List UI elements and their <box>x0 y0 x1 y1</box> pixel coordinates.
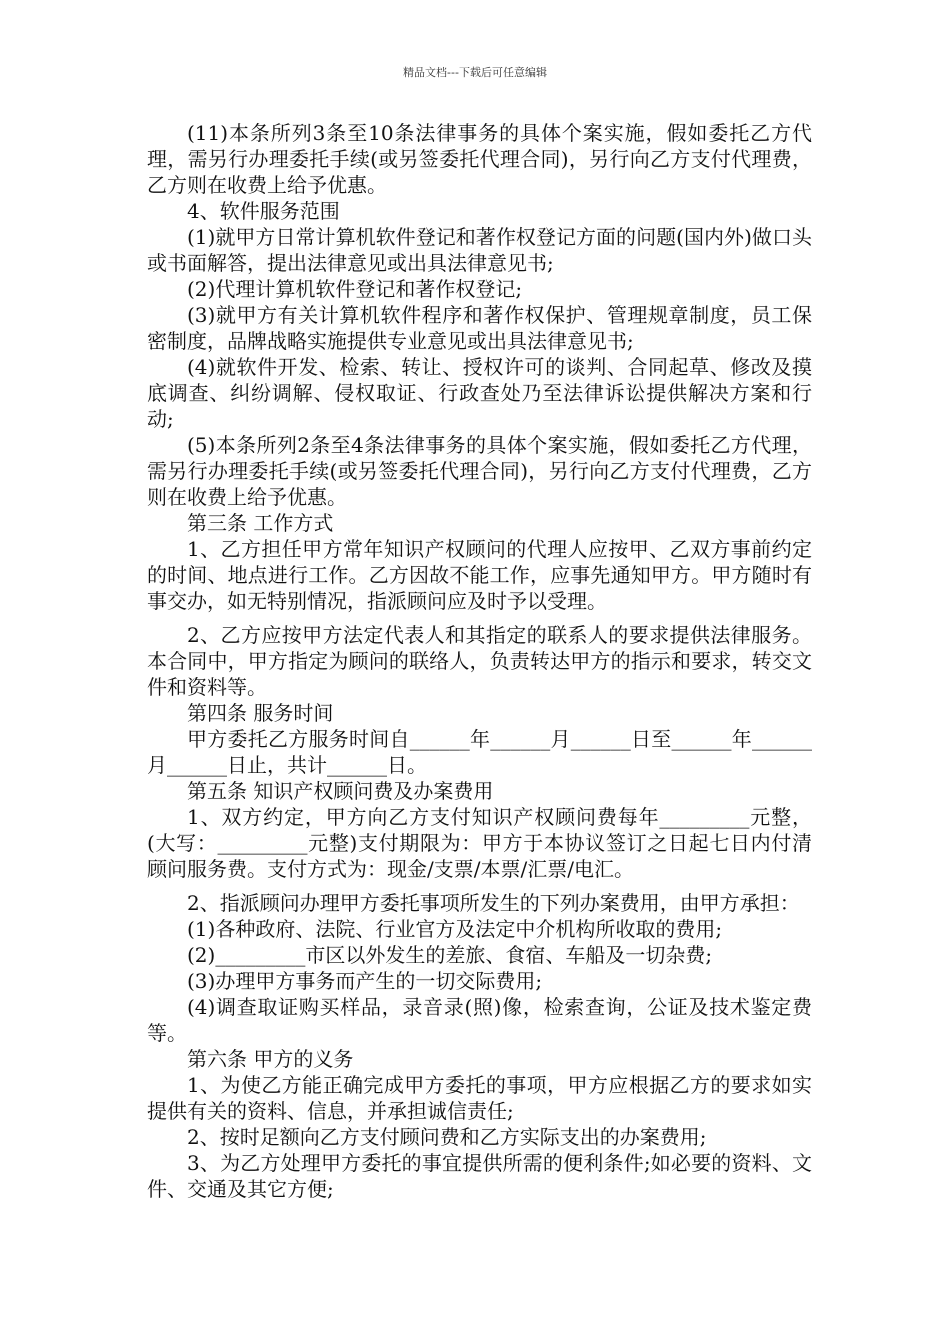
paragraph: 1、乙方担任甲方常年知识产权顾问的代理人应按甲、乙双方事前约定的时间、地点进行工作。乙方因故不能工作，应事先通知甲方。甲方随时有事交办，如无特别情况，指派顾问应及时予以受理。 <box>147 537 812 613</box>
paragraph: 2、指派顾问办理甲方委托事项所发生的下列办案费用，由甲方承担： <box>187 891 800 915</box>
paragraph: (11)本条所列3条至10条法律事务的具体个案实施，假如委托乙方代理，需另行办理委托手续(或另签委托代理合同)，另行向乙方支付代理费，乙方则在收费上给予优惠。 <box>147 121 812 197</box>
paragraph: 2、乙方应按甲方法定代表人和其指定的联系人的要求提供法律服务。本合同中，甲方指定为顾问的联络人，负责转达甲方的指示和要求，转交文件和资料等。 <box>147 623 812 699</box>
paragraph: 1、双方约定，甲方向乙方支付知识产权顾问费每年_________元整，(大写：_________元整)支付期限为：甲方于本协议签订之日起七日内付清顾问服务费。支付方式为：现金/支票/本票/汇票/电汇。 <box>147 805 812 881</box>
document-body <box>147 120 812 1202</box>
article-heading: 第五条 知识产权顾问费及办案费用 <box>187 779 494 803</box>
paragraph: (3)办理甲方事务而产生的一切交际费用; <box>187 969 543 993</box>
paragraph: (2)_________市区以外发生的差旅、食宿、车船及一切杂费; <box>187 943 713 967</box>
paragraph: (2)代理计算机软件登记和著作权登记; <box>187 277 523 301</box>
article-heading: 第六条 甲方的义务 <box>187 1047 354 1071</box>
paragraph: (4)调查取证购买样品，录音录(照)像，检索查询，公证及技术鉴定费等。 <box>147 995 812 1045</box>
paragraph: 2、按时足额向乙方支付顾问费和乙方实际支出的办案费用; <box>187 1125 707 1149</box>
paragraph: 3、为乙方处理甲方委托的事宜提供所需的便利条件;如必要的资料、文件、交通及其它方便; <box>147 1151 812 1201</box>
page-header: 精品文档---下载后可任意编辑 <box>403 66 547 79</box>
article-heading: 第四条 服务时间 <box>187 701 334 725</box>
article-heading: 第三条 工作方式 <box>187 511 334 535</box>
section-heading: 4、软件服务范围 <box>187 199 340 223</box>
paragraph: (5)本条所列2条至4条法律事务的具体个案实施，假如委托乙方代理，需另行办理委托手续(或另签委托代理合同)，另行向乙方支付代理费，乙方则在收费上给予优惠。 <box>147 433 812 509</box>
paragraph: (4)就软件开发、检索、转让、授权许可的谈判、合同起草、修改及摸底调查、纠纷调解、侵权取证、行政查处乃至法律诉讼提供解决方案和行动; <box>147 355 812 431</box>
paragraph: 1、为使乙方能正确完成甲方委托的事项，甲方应根据乙方的要求如实提供有关的资料、信息，并承担诚信责任; <box>147 1073 812 1123</box>
paragraph: (3)就甲方有关计算机软件程序和著作权保护、管理规章制度，员工保密制度，品牌战略实施提供专业意见或出具法律意见书; <box>147 303 812 353</box>
paragraph: (1)就甲方日常计算机软件登记和著作权登记方面的问题(国内外)做口头或书面解答，提出法律意见或出具法律意见书; <box>147 225 812 275</box>
paragraph: 甲方委托乙方服务时间自______年______月______日至______年______月______日止，共计______日。 <box>147 727 812 777</box>
paragraph: (1)各种政府、法院、行业官方及法定中介机构所收取的费用; <box>187 917 723 941</box>
